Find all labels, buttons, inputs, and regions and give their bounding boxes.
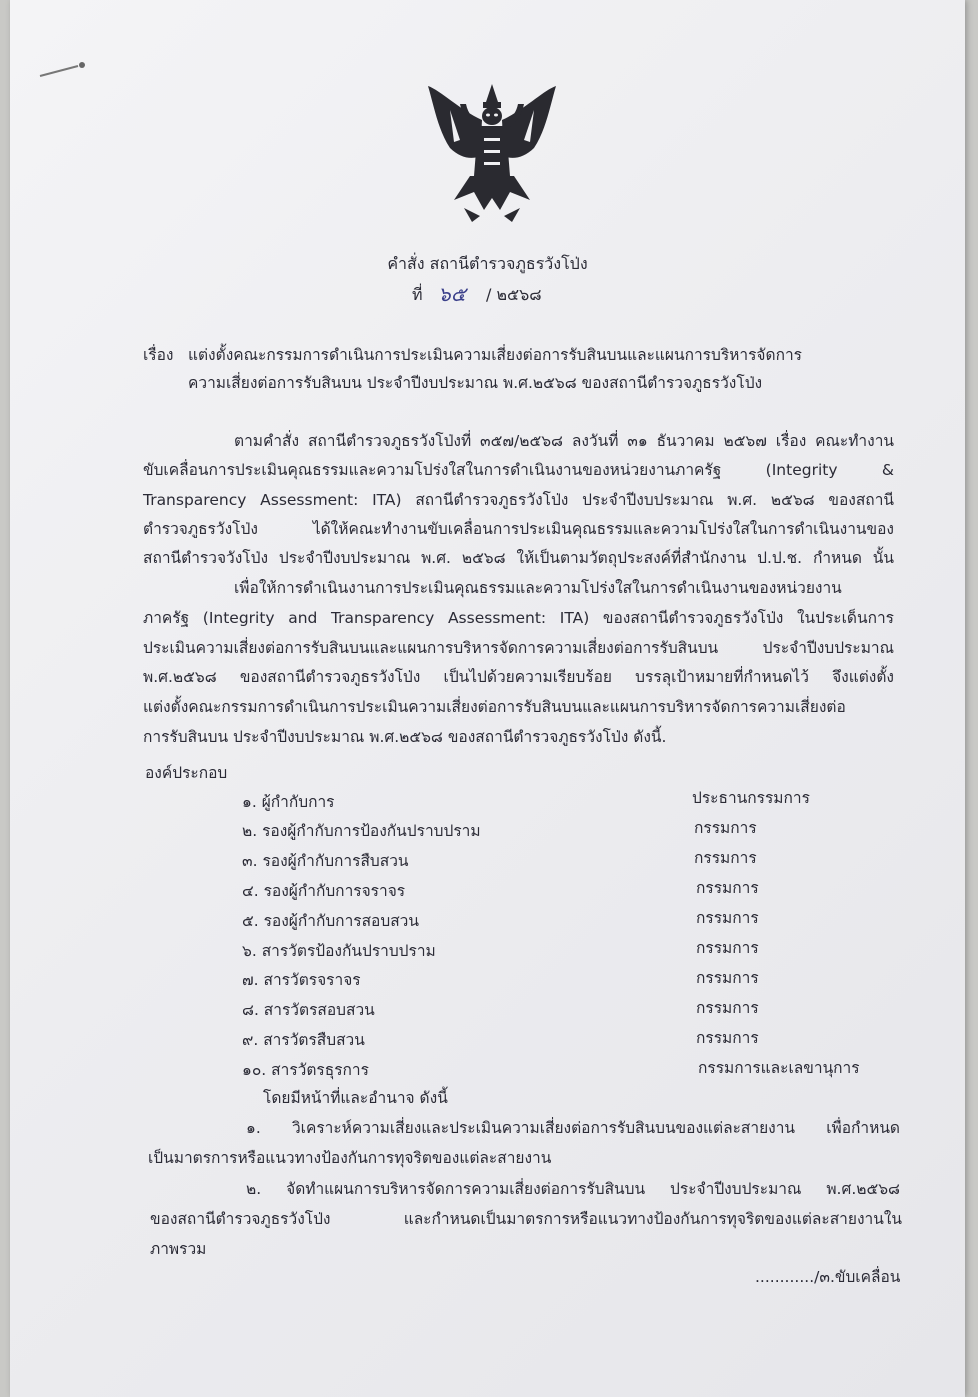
order-title: คำสั่ง สถานีตำรวจภูธรวังโป่ง [387,254,588,273]
subject-label: เรื่อง [143,346,174,364]
subject-line-1: แต่งตั้งคณะกรรมการดำเนินการประเมินความเสี่ยงต่อการรับสินบนและแผนการบริหารจัดการ [188,346,802,364]
member-role: กรรมการ [694,849,757,867]
order-number-prefix: ที่ [412,285,423,304]
subject-line-2: ความเสี่ยงต่อการรับสินบน ประจำปีงบประมาณ พ.ศ.๒๕๖๘ ของสถานีตำรวจภูธรวังโป่ง [188,374,763,392]
duty-2-line-2: ของสถานีตำรวจภูธรวังโป่ง และกำหนดเป็นมาตรการหรือแนวทางป้องกันการทุจริตของแต่ละสายงานใน [150,1210,902,1228]
member-name: ๑. ผู้กำกับการ [242,793,335,811]
member-name: ๔. รองผู้กำกับการจราจร [242,882,406,900]
document-page [10,0,965,1397]
member-name: ๕. รองผู้กำกับการสอบสวน [242,912,419,930]
member-name: ๒. รองผู้กำกับการป้องกันปราบปราม [242,822,481,840]
paragraph-1-line-1: ตามคำสั่ง สถานีตำรวจภูธรวังโป่งที่ ๓๕๗/๒๕๖๘ ลงวันที่ ๓๑ ธันวาคม ๒๕๖๗ เรื่อง คณะทำงาน [234,432,894,450]
paragraph-2-line-3: ประเมินความเสี่ยงต่อการรับสินบนและแผนการบริหารจัดการความเสี่ยงต่อการรับสินบน ประจำปีงบประมาณ [143,639,894,657]
member-role: กรรมการ [696,999,759,1017]
paragraph-2-line-5: แต่งตั้งคณะกรรมการดำเนินการประเมินความเสี่ยงต่อการรับสินบนและแผนการบริหารจัดการความเสี่ยงต่อ [143,698,846,716]
duty-1-line-2: เป็นมาตรการหรือแนวทางป้องกันการทุจริตของแต่ละสายงาน [148,1149,552,1167]
composition-heading: องค์ประกอบ [145,764,228,782]
paragraph-1-line-4: ตำรวจภูธรวังโป่ง ได้ให้คณะทำงานขับเคลื่อนการประเมินคุณธรรมและความโปร่งใสในการดำเนินงานของ [143,520,894,538]
member-name: ๙. สารวัตรสืบสวน [242,1031,365,1049]
order-number-handwritten: ๖๕ [438,282,466,306]
member-role: กรรมการ [694,819,757,837]
member-role: กรรมการ [696,879,759,897]
member-name: ๓. รองผู้กำกับการสืบสวน [242,852,409,870]
member-role: กรรมการ [696,939,759,957]
paragraph-1-line-5: สถานีตำรวจวังโป่ง ประจำปีงบประมาณ พ.ศ. ๒๕๖๘ ให้เป็นตามวัตถุประสงค์ที่สำนักงาน ป.ป.ช. กำหนด นั้น [143,549,894,567]
duty-2-line-1: ๒. จัดทำแผนการบริหารจัดการความเสี่ยงต่อการรับสินบน ประจำปีงบประมาณ พ.ศ.๒๕๖๘ [246,1180,900,1198]
member-name: ๗. สารวัตรจราจร [242,971,361,989]
paragraph-1-line-2: ขับเคลื่อนการประเมินคุณธรรมและความโปร่งใสในการดำเนินงานของหน่วยงานภาครัฐ (Integrity & [143,461,894,479]
member-role: กรรมการ [696,969,759,987]
member-name: ๑๐. สารวัตรธุรการ [242,1061,369,1079]
member-role: กรรมการ [696,909,759,927]
paragraph-2-line-6: การรับสินบน ประจำปีงบประมาณ พ.ศ.๒๕๖๘ ของสถานีตำรวจภูธรวังโป่ง ดังนี้. [143,728,667,746]
paragraph-2-line-4: พ.ศ.๒๕๖๘ ของสถานีตำรวจภูธรวังโป่ง เป็นไปด้วยความเรียบร้อย บรรลุเป้าหมายที่กำหนดไว้ จึงแต่งตั้ง [143,668,894,686]
order-number-year: / ๒๕๖๘ [486,285,542,304]
member-role: กรรมการและเลขานุการ [698,1059,860,1077]
member-name: ๖. สารวัตรป้องกันปราบปราม [242,942,436,960]
paragraph-2-line-2: ภาครัฐ (Integrity and Transparency Assessment: ITA) ของสถานีตำรวจภูธรวังโป่ง ในประเด็นการ [143,609,894,627]
paragraph-2-line-1: เพื่อให้การดำเนินงานการประเมินคุณธรรมและความโปร่งใสในการดำเนินงานของหน่วยงาน [234,579,842,597]
duties-heading: โดยมีหน้าที่และอำนาจ ดังนี้ [263,1089,448,1107]
duty-2-line-3: ภาพรวม [150,1240,207,1258]
member-role: กรรมการ [696,1029,759,1047]
member-role: ประธานกรรมการ [692,789,810,807]
garuda-emblem [420,80,565,230]
continuation-note: ............/๓.ขับเคลื่อน [755,1268,901,1286]
paragraph-1-line-3: Transparency Assessment: ITA) สถานีตำรวจภูธรวังโป่ง ประจำปีงบประมาณ พ.ศ. ๒๕๖๘ ของสถานี [143,491,894,509]
member-name: ๘. สารวัตรสอบสวน [242,1001,375,1019]
staple-pin [36,60,96,80]
duty-1-line-1: ๑. วิเคราะห์ความเสี่ยงและประเมินความเสี่ยงต่อการรับสินบนของแต่ละสายงาน เพื่อกำหนด [246,1119,900,1137]
